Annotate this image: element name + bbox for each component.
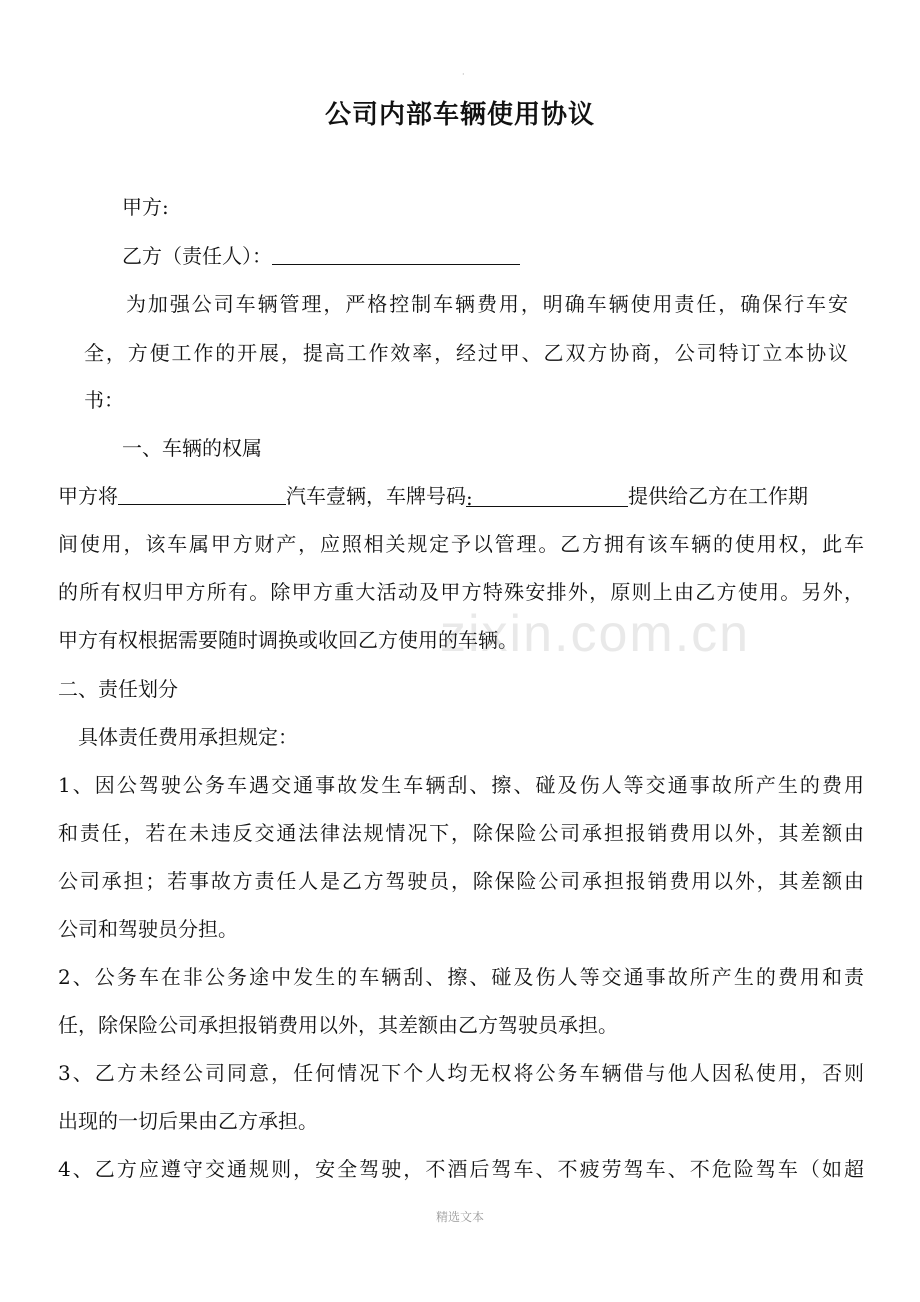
document-title: 公司内部车辆使用协议: [324, 100, 595, 130]
watermark: zixin.com.cn: [440, 605, 751, 663]
plate-colon: :: [466, 486, 473, 510]
party-b-label: 乙方（责任人）：: [122, 244, 272, 268]
item3-line-1: 3、乙方未经公司同意，任何情况下个人均无权将公务车辆借与他人因私使用，否则: [58, 1061, 864, 1085]
item3-line-2: 出现的一切后果由乙方承担。: [58, 1109, 318, 1133]
page-footer: 精选文本: [435, 1210, 484, 1224]
section2-heading: 二、责任划分: [58, 677, 178, 701]
plate-label: 汽车壹辆，车牌号码: [286, 484, 466, 508]
section1-line-2: 间使用，该车属甲方财产，应照相关规定予以管理。乙方拥有该车辆的使用权，此车: [58, 532, 864, 556]
item1-line-4: 公司和驾驶员分担。: [58, 917, 238, 941]
section1-line-3: 的所有权归甲方所有。除甲方重大活动及甲方特殊安排外，原则上由乙方使用。另外，: [58, 580, 864, 604]
item1-line-3: 公司承担；若事故方责任人是乙方驾驶员，除保险公司承担报销费用以外，其差额由: [58, 869, 864, 893]
section1-line-1: [58, 482, 864, 510]
vehicle-model-blank: [118, 482, 286, 505]
section2-intro: 具体责任费用承担规定：: [78, 725, 298, 749]
item2-line-2: 任，除保险公司承担报销费用以外，其差额由乙方驾驶员承担。: [58, 1013, 618, 1037]
plate-number-blank: [466, 484, 628, 510]
intro-line-1: 为加强公司车辆管理，严格控制车辆费用，明确车辆使用责任，确保行车安: [126, 292, 848, 316]
item2-line-1: 2、公务车在非公务途中发生的车辆刮、擦、碰及伤人等交通事故所产生的费用和责: [58, 965, 864, 989]
intro-line-3: 书：: [84, 388, 124, 412]
vehicle-owner-prefix: 甲方将: [58, 484, 118, 508]
party-a-label: 甲方:: [122, 195, 169, 219]
party-b-blank: [272, 242, 520, 265]
section1-line-4: 甲方有权根据需要随时调换或收回乙方使用的车辆。: [58, 628, 518, 652]
intro-line-2: 全，方便工作的开展，提高工作效率，经过甲、乙双方协商，公司特订立本协议: [84, 341, 848, 365]
provide-text: 提供给乙方在工作期: [628, 484, 808, 508]
item4-line-1: 4、乙方应遵守交通规则，安全驾驶，不酒后驾车、不疲劳驾车、不危险驾车（如超: [58, 1157, 864, 1181]
item1-line-1: 1、因公驾驶公务车遇交通事故发生车辆刮、擦、碰及伤人等交通事故所产生的费用: [58, 773, 864, 797]
party-b-line: [122, 242, 572, 270]
header-dot: ·: [462, 70, 465, 79]
item1-line-2: 和责任，若在未违反交通法律法规情况下，除保险公司承担报销费用以外，其差额由: [58, 821, 864, 845]
section1-heading: 一、车辆的权属: [122, 436, 262, 460]
